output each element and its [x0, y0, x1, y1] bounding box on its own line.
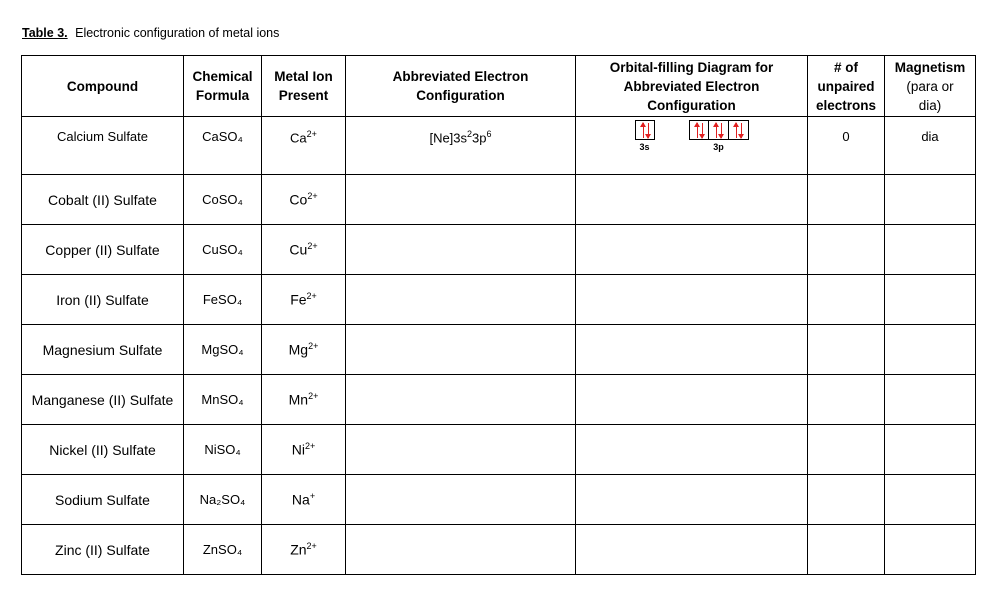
header-row	[22, 56, 976, 117]
orbital-diagram-cell[interactable]	[576, 375, 808, 425]
ion-cell: $Ni^{2+}$	[262, 425, 346, 475]
formula-cell: MgSO₄	[184, 325, 262, 375]
table-row	[22, 117, 976, 175]
compound-cell: Calcium Sulfate	[22, 117, 184, 175]
formula-cell: Na₂SO₄	[184, 475, 262, 525]
orbital-diagram-cell[interactable]	[576, 425, 808, 475]
formula-cell: FeSO₄	[184, 275, 262, 325]
orbital-box	[689, 120, 709, 140]
ion-cell: $Fe^{2+}$	[262, 275, 346, 325]
table-caption	[22, 26, 279, 40]
orbital-box	[635, 120, 655, 140]
magnetism-cell[interactable]	[885, 525, 976, 575]
header-metal-ion: Metal Ion Present	[262, 56, 346, 117]
electron-config-table	[21, 55, 976, 575]
config-cell[interactable]	[346, 475, 576, 525]
unpaired-cell[interactable]	[808, 175, 885, 225]
orbital-3s-label: 3s	[639, 142, 650, 152]
unpaired-cell[interactable]	[808, 325, 885, 375]
compound-cell: Nickel (II) Sulfate	[22, 425, 184, 475]
header-compound: Compound	[22, 56, 184, 117]
config-cell[interactable]	[346, 325, 576, 375]
ion-cell: $Zn^{2+}$	[262, 525, 346, 575]
table-label: Table 3.	[22, 26, 68, 40]
config-cell[interactable]	[346, 175, 576, 225]
compound-cell: Zinc (II) Sulfate	[22, 525, 184, 575]
ion-cell: $Mn^{2+}$	[262, 375, 346, 425]
formula-cell: CoSO₄	[184, 175, 262, 225]
magnetism-cell: dia	[885, 117, 976, 175]
compound-cell: Sodium Sulfate	[22, 475, 184, 525]
spin-up-arrow-icon	[643, 123, 644, 138]
magnetism-cell[interactable]	[885, 425, 976, 475]
formula-cell: CuSO₄	[184, 225, 262, 275]
spin-down-arrow-icon	[648, 123, 649, 138]
orbital-diagram-cell[interactable]	[576, 325, 808, 375]
config-cell[interactable]	[346, 275, 576, 325]
header-magnetism: Magnetism (para or dia)	[885, 56, 976, 117]
formula-cell: NiSO₄	[184, 425, 262, 475]
config-cell[interactable]	[346, 225, 576, 275]
orbital-diagram-cell[interactable]	[576, 225, 808, 275]
magnetism-cell[interactable]	[885, 475, 976, 525]
orbital-3p	[689, 120, 749, 152]
unpaired-cell[interactable]	[808, 275, 885, 325]
spin-down-arrow-icon	[702, 123, 703, 138]
formula-cell: CaSO₄	[184, 117, 262, 175]
formula-cell: MnSO₄	[184, 375, 262, 425]
magnetism-cell[interactable]	[885, 375, 976, 425]
compound-cell: Cobalt (II) Sulfate	[22, 175, 184, 225]
unpaired-cell[interactable]	[808, 225, 885, 275]
magnetism-cell[interactable]	[885, 325, 976, 375]
header-config: Abbreviated Electron Configuration	[346, 56, 576, 117]
orbital-box	[709, 120, 729, 140]
unpaired-cell[interactable]	[808, 525, 885, 575]
orbital-diagram-cell[interactable]	[576, 475, 808, 525]
spin-up-arrow-icon	[736, 123, 737, 138]
compound-cell: Manganese (II) Sulfate	[22, 375, 184, 425]
compound-cell: Magnesium Sulfate	[22, 325, 184, 375]
compound-cell: Copper (II) Sulfate	[22, 225, 184, 275]
orbital-diagram-cell	[576, 117, 808, 175]
unpaired-cell: 0	[808, 117, 885, 175]
orbital-3s	[635, 120, 655, 152]
ion-cell: $Ca^{2+}$	[262, 117, 346, 175]
table-row	[22, 275, 976, 325]
unpaired-cell[interactable]	[808, 375, 885, 425]
header-orbital-diagram: Orbital-filling Diagram for Abbreviated Electron Configuration	[576, 56, 808, 117]
orbital-box	[729, 120, 749, 140]
config-cell[interactable]	[346, 375, 576, 425]
header-formula: Chemical Formula	[184, 56, 262, 117]
ion-cell: $Co^{2+}$	[262, 175, 346, 225]
table-title: Electronic configuration of metal ions	[75, 26, 280, 40]
header-unpaired: # of unpaired electrons	[808, 56, 885, 117]
magnetism-cell[interactable]	[885, 225, 976, 275]
table-row	[22, 475, 976, 525]
spin-up-arrow-icon	[716, 123, 717, 138]
formula-cell: ZnSO₄	[184, 525, 262, 575]
magnetism-cell[interactable]	[885, 175, 976, 225]
magnetism-cell[interactable]	[885, 275, 976, 325]
orbital-diagram-cell[interactable]	[576, 275, 808, 325]
unpaired-cell[interactable]	[808, 475, 885, 525]
table-row	[22, 525, 976, 575]
ion-cell: Na+	[262, 475, 346, 525]
table-row	[22, 325, 976, 375]
config-cell[interactable]	[346, 525, 576, 575]
orbital-diagram-cell[interactable]	[576, 525, 808, 575]
table-row	[22, 375, 976, 425]
orbital-diagram-cell[interactable]	[576, 175, 808, 225]
spin-down-arrow-icon	[721, 123, 722, 138]
table-row	[22, 425, 976, 475]
orbital-3p-label: 3p	[713, 142, 724, 152]
unpaired-cell[interactable]	[808, 425, 885, 475]
spin-up-arrow-icon	[697, 123, 698, 138]
config-cell[interactable]	[346, 425, 576, 475]
ion-cell: $Cu^{2+}$	[262, 225, 346, 275]
ion-cell: $Mg^{2+}$	[262, 325, 346, 375]
config-cell: $[Ne]3s^23p^6$	[346, 117, 576, 175]
table-row	[22, 225, 976, 275]
table-row	[22, 175, 976, 225]
compound-cell: Iron (II) Sulfate	[22, 275, 184, 325]
spin-down-arrow-icon	[741, 123, 742, 138]
